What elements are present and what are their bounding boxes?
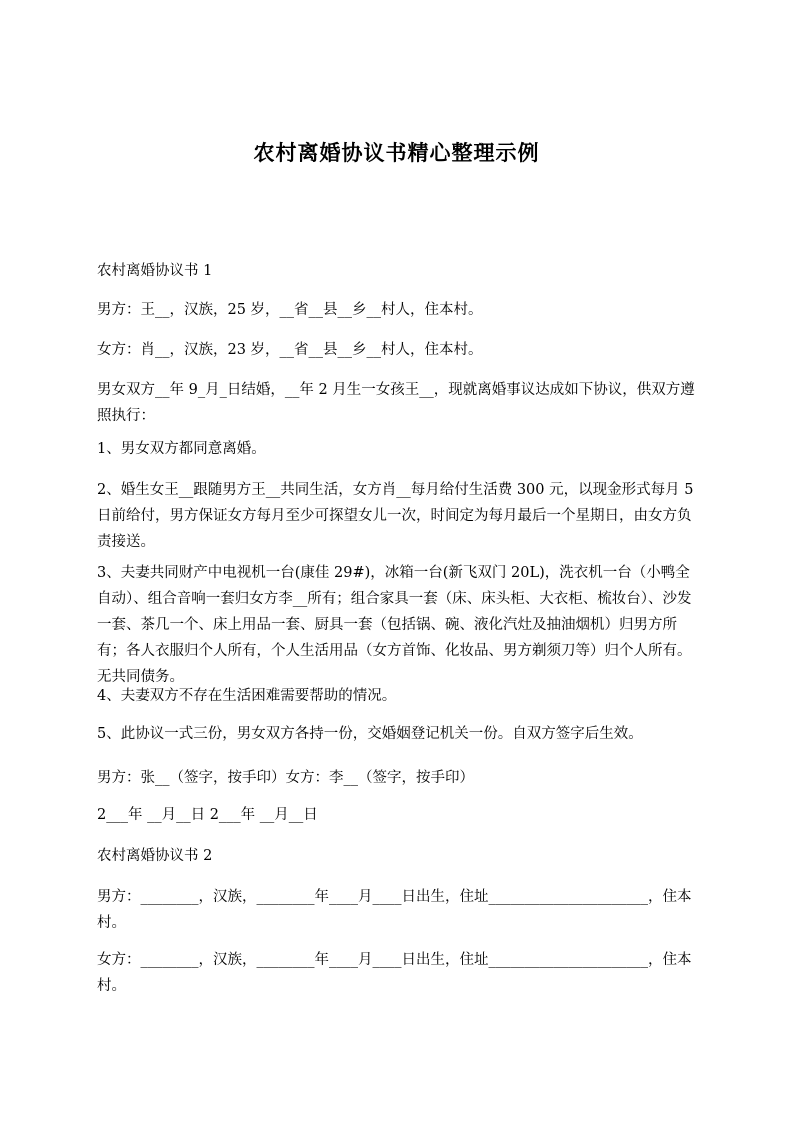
clause-5: 5、此协议一式三份，男女双方各持一份，交婚姻登记机关一份。自双方签字后生效。 bbox=[97, 726, 643, 742]
clause-2: 2、婚生女王__跟随男方王__共同生活，女方肖__每月给付生活费 300 元，以现金形式每月 5 日前给付，男方保证女方每月至少可探望女儿一次，时间定为每月最后一个星期日，由女方负责接送。 bbox=[97, 482, 694, 550]
section1-heading: 农村离婚协议书 1 bbox=[97, 263, 213, 279]
document-title: 农村离婚协议书精心整理示例 bbox=[253, 141, 540, 165]
signature-line: 男方：张__（签字，按手印）女方：李__（签字，按手印） bbox=[97, 770, 474, 786]
clause-4: 4、夫妻双方不存在生活困难需要帮助的情况。 bbox=[97, 688, 397, 704]
date-line: 2___年 __月__日 2___年 __月__日 bbox=[97, 807, 318, 823]
clause-1: 1、男女双方都同意离婚。 bbox=[97, 441, 266, 457]
clause-3: 3、夫妻共同财产中电视机一台(康佳 29#)，冰箱一台(新飞双门 20L)，洗衣机一台（小鸭全自动）、组合音响一套归女方李__所有；组合家具一套（床、床头柜、大衣柜、梳妆台）、沙发一套、茶几一个、床上用品一套、厨具一套（包括锅、碗、液化汽灶及抽油烟机）归男方所有；各人衣服归个人所有，个人生活用品（女方首饰、化妆品、男方剃须刀等）归个人所有。无共同债务。 bbox=[97, 565, 692, 685]
section2-male-party: 男方：________，汉族，________年____月____日出生，住址______________________，住本村。 bbox=[97, 889, 692, 931]
section2-female-party: 女方：________，汉族，________年____月____日出生，住址______________________，住本村。 bbox=[97, 952, 692, 994]
section1-female-party: 女方：肖__，汉族，23 岁，__省__县__乡__村人，住本村。 bbox=[97, 342, 483, 358]
section2-heading: 农村离婚协议书 2 bbox=[97, 848, 213, 864]
section1-male-party: 男方：王__，汉族，25 岁，__省__县__乡__村人，住本村。 bbox=[97, 302, 483, 318]
section1-intro: 男女双方__年 9_月_日结婚，__年 2 月生一女孩王__，现就离婚事议达成如下协议，供双方遵照执行： bbox=[97, 382, 695, 424]
